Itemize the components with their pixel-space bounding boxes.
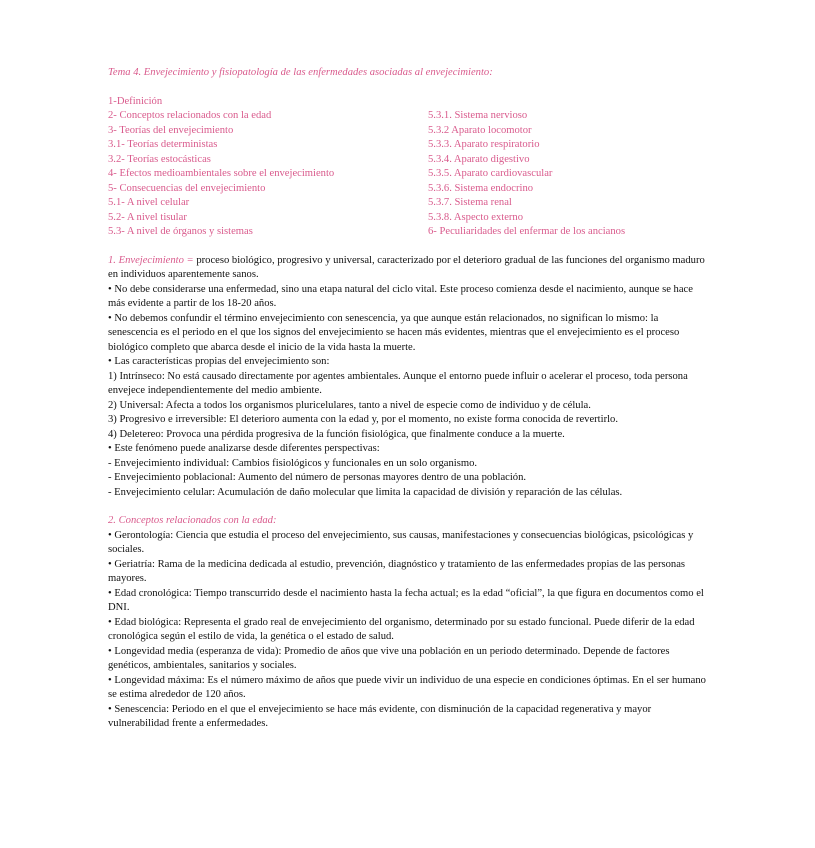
- toc-item: 3- Teorías del envejecimiento: [108, 124, 234, 136]
- paragraph: • Senescencia: Periodo en el que el envejecimiento se hace más evidente, con disminución de la capacidad regenerativa y mayor vulnerabilidad frente a enfermedades.: [108, 703, 652, 729]
- toc-item: 3.1- Teorías deterministas: [108, 139, 218, 150]
- paragraph: • Este fenómeno puede analizarse desde diferentes perspectivas:: [108, 443, 380, 454]
- toc-item: 5.2- A nivel tisular: [108, 211, 187, 223]
- toc-item: 6- Peculiaridades del enfermar de los ancianos: [428, 226, 626, 237]
- toc-item: 5.3.3. Aparato respiratorio: [428, 139, 540, 150]
- section-concepts-heading: 2. Conceptos relacionados con la edad:: [108, 515, 277, 526]
- paragraph: • Longevidad media (esperanza de vida): Promedio de años que vive una población en un periodo determinado. Depende de factores genéticos, ambientales, sanitarios y sociales.: [108, 645, 670, 671]
- section-definition-intro-text: proceso biológico, progresivo y universal, caracterizado por el deterioro gradual de las funciones del organismo maduro en individuos aparentemente sanos.: [108, 254, 705, 280]
- paragraph: • Geriatría: Rama de la medicina dedicada al estudio, prevención, diagnóstico y tratamiento de las enfermedades propias de las personas mayores.: [108, 558, 686, 584]
- paragraph: - Envejecimiento individual: Cambios fisiológicos y funcionales en un solo organismo.: [108, 457, 478, 469]
- paragraph: • Longevidad máxima: Es el número máximo de años que puede vivir un individuo de una especie en condiciones óptimas. En el ser humano se estima alrededor de 120 años.: [108, 674, 706, 700]
- section-concepts: [108, 514, 708, 732]
- toc-item: 5.3.5. Aparato cardiovascular: [428, 168, 553, 179]
- toc-item: 5.3.4. Aparato digestivo: [428, 153, 530, 165]
- toc-item: 5.3- A nivel de órganos y sistemas: [108, 226, 253, 237]
- paragraph: - Envejecimiento celular: Acumulación de daño molecular que limita la capacidad de división y reparación de las células.: [108, 486, 623, 498]
- section-definition-heading: 1. Envejecimiento =: [108, 254, 194, 266]
- section-definition-intro: [108, 254, 708, 283]
- toc-item: 5.3.2 Aparato locomotor: [428, 124, 532, 136]
- paragraph: • Edad biológica: Representa el grado real de envejecimiento del organismo, determinado por su estado funcional. Puede diferir de la edad cronológica según el estilo de vida, la genética o el estado de salud.: [108, 616, 695, 642]
- paragraph: • Las características propias del envejecimiento son:: [108, 356, 330, 367]
- paragraph: 2) Universal: Afecta a todos los organismos pluricelulares, tanto a nivel de especie como de individuo y de célula.: [108, 399, 591, 411]
- toc-item: 3.2- Teorías estocásticas: [108, 153, 211, 165]
- paragraph: - Envejecimiento poblacional: Aumento del número de personas mayores dentro de una población.: [108, 472, 527, 483]
- paragraph: • No debemos confundir el término envejecimiento con senescencia, ya que aunque están relacionados, no significan lo mismo: la senescencia es el periodo en el que los signos del envejecimiento se hacen más evidentes, mientras que el envejecimiento es el proceso biológico completo que abarca desde el inicio de la vida hasta la muerte.: [108, 312, 680, 353]
- toc-item: 4- Efectos medioambientales sobre el envejecimiento: [108, 168, 335, 179]
- toc-column-left: [108, 95, 428, 240]
- paragraph: • No debe considerarse una enfermedad, sino una etapa natural del ciclo vital. Este proceso comienza desde el nacimiento, aunque se hace más evidente a partir de los 18-20 años.: [108, 283, 693, 309]
- paragraph: • Gerontología: Ciencia que estudia el proceso del envejecimiento, sus causas, manifestaciones y consecuencias biológicas, psicológicas y sociales.: [108, 529, 694, 555]
- toc-item: 2- Conceptos relacionados con la edad: [108, 110, 272, 121]
- toc-column-right: [428, 95, 708, 240]
- toc-item: 5.3.1. Sistema nervioso: [428, 110, 528, 121]
- section-definition: [108, 254, 708, 501]
- document-title: Tema 4. Envejecimiento y fisiopatología de las enfermedades asociadas al envejecimiento:: [108, 67, 493, 78]
- paragraph: 3) Progresivo e irreversible: El deterioro aumenta con la edad y, por el momento, no existe forma conocida de revertirlo.: [108, 414, 618, 425]
- toc-item: 5.3.7. Sistema renal: [428, 197, 512, 208]
- toc-item: 5- Consecuencias del envejecimiento: [108, 182, 266, 194]
- paragraph: 4) Deletereo: Provoca una pérdida progresiva de la función fisiológica, que finalmente conduce a la muerte.: [108, 428, 565, 440]
- paragraph: • Edad cronológica: Tiempo transcurrido desde el nacimiento hasta la fecha actual; es la edad “oficial”, la que figura en documentos como el DNI.: [108, 587, 704, 613]
- toc-item: 5.1- A nivel celular: [108, 197, 190, 208]
- toc-item: 5.3.6. Sistema endocrino: [428, 182, 534, 194]
- document-page: [108, 66, 708, 732]
- toc-item: 5.3.8. Aspecto externo: [428, 211, 524, 223]
- toc-item: 1-Definición: [108, 95, 163, 107]
- paragraph: 1) Intrínseco: No está causado directamente por agentes ambientales. Aunque el entorno puede influir o acelerar el proceso, toda persona envejece independientemente del medio ambiente.: [108, 370, 688, 396]
- table-of-contents: [108, 95, 708, 240]
